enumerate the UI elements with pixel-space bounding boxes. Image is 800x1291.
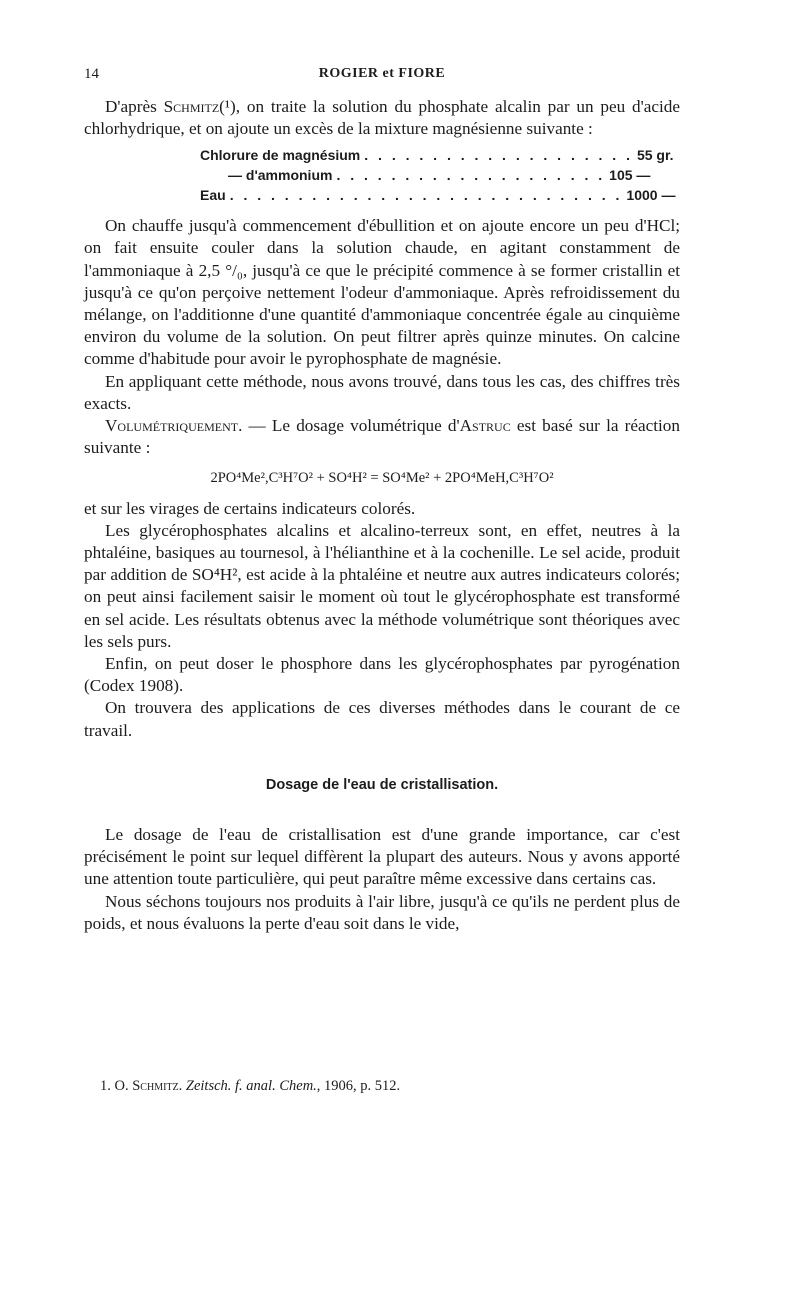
footnote: 1. O. Schmitz. Zeitsch. f. anal. Chem., 1906, p. 512. (100, 1078, 401, 1094)
mixture-qty: 55 gr. (636, 147, 674, 164)
author-astruc: Astruc (459, 416, 511, 436)
subsection-label: Volumétriquement. (105, 416, 243, 436)
reaction-equation: 2PO⁴Me²,C³H⁷O² + SO⁴H² = SO⁴Me² + 2PO⁴MeH,C³H⁷O² (210, 470, 554, 487)
leader-dots: . . . . . . . . . . . . . . . . . . . . (364, 147, 633, 164)
paragraph-glycero: Les glycérophosphates alcalins et alcalino-terreux sont, en effet, neutres à la phtaléine, basiques au tournesol, à l'hélianthine et à la cochenille. Le sel acide, produit par addition de SO⁴H², est acide à la phtaléine et neutre aux autres indicateurs colorés; on peut ainsi facilement saisir le moment où tout le glycérophosphate est transformé en sel acide. Les résultats obtenus avec la méthode volumétrique sont théoriques avec les sels purs. (84, 520, 680, 651)
mixture-row (200, 146, 674, 166)
footnote-rest: , 1906, p. 512. (316, 1078, 401, 1094)
mixture-name: Eau (200, 186, 226, 203)
volumetric-text-after: est basé sur la réaction suivante : (84, 416, 680, 458)
footnote-number: 1. O. (100, 1078, 133, 1094)
footnote-author: Schmitz (132, 1078, 179, 1094)
mixture-row (200, 166, 651, 186)
author-schmitz: Schmitz (163, 97, 220, 116)
mixture-name: — d'ammonium (228, 167, 333, 183)
running-title: ROGIER et FIORE (318, 66, 446, 81)
footnote-journal: Zeitsch. f. anal. Chem. (185, 1078, 317, 1094)
mixture-qty: 1000 — (626, 186, 676, 203)
paragraph-sechons: Nous séchons toujours nos produits à l'air libre, jusqu'à ce qu'ils ne perdent plus de poids, et nous évaluons la perte d'eau soit dans le vide, (84, 891, 680, 933)
page-number: 14 (84, 66, 99, 82)
paragraph-chauffe: On chauffe jusqu'à commencement d'ébullition et on ajoute encore un peu d'HCl; on fait ensuite couler dans la solution chaude, en agitant constamment de l'ammoniaque à 2,5 °/₀, jusqu'à ce que le précipité commence à se former cristallin et jusqu'à ce qu'on perçoive nettement l'odeur d'ammoniaque. Après refroidissement du mélange, on l'additionne d'une quantité d'ammoniaque concentrée égale au cinquième environ du volume de la solution. On peut filtrer après quinze minutes. On calcine comme d'habitude pour avoir le pyrophosphate de magnésie. (84, 216, 680, 369)
page-header (84, 66, 680, 88)
section-heading: Dosage de l'eau de cristallisation. (265, 776, 499, 793)
paragraph-appliquant: En appliquant cette méthode, nous avons trouvé, dans tous les cas, des chiffres très exacts. (84, 371, 680, 413)
leader-dots: . . . . . . . . . . . . . . . . . . . . (336, 167, 606, 183)
body-text (84, 96, 680, 935)
leader-dots: . . . . . . . . . . . . . . . . . . . . . . . . . . . . . (229, 186, 623, 203)
paragraph-applications: On trouvera des applications de ces diverses méthodes dans le courant de ce travail. (84, 698, 680, 740)
mixture-row (200, 186, 676, 206)
paragraph-enfin: Enfin, on peut doser le phosphore dans les glycérophosphates par pyrogénation (Codex 1908). (84, 654, 680, 696)
mixture-table (200, 146, 676, 205)
volumetric-text-before: — Le dosage volumétrique d' (242, 416, 460, 436)
mixture-name: Chlorure de magnésium (200, 147, 361, 164)
intro-before: D'après (105, 97, 164, 116)
mixture-qty: 105 — (609, 167, 651, 183)
intro-after: (¹), on traite la solution du phosphate alcalin par un peu d'acide chlorhydrique, et on ajoute un excès de la mixture magnésienne suivante : (84, 97, 681, 139)
paragraph-dosage-eau: Le dosage de l'eau de cristallisation est d'une grande importance, car c'est précisément le point sur lequel diffèrent la plupart des auteurs. Nous y avons apporté une attention toute particulière, qui peut paraître même excessive dans certains cas. (84, 825, 680, 889)
paragraph-virages: et sur les virages de certains indicateurs colorés. (84, 498, 416, 518)
paragraph-volumetriquement (84, 415, 680, 459)
paragraph-intro (84, 96, 680, 140)
